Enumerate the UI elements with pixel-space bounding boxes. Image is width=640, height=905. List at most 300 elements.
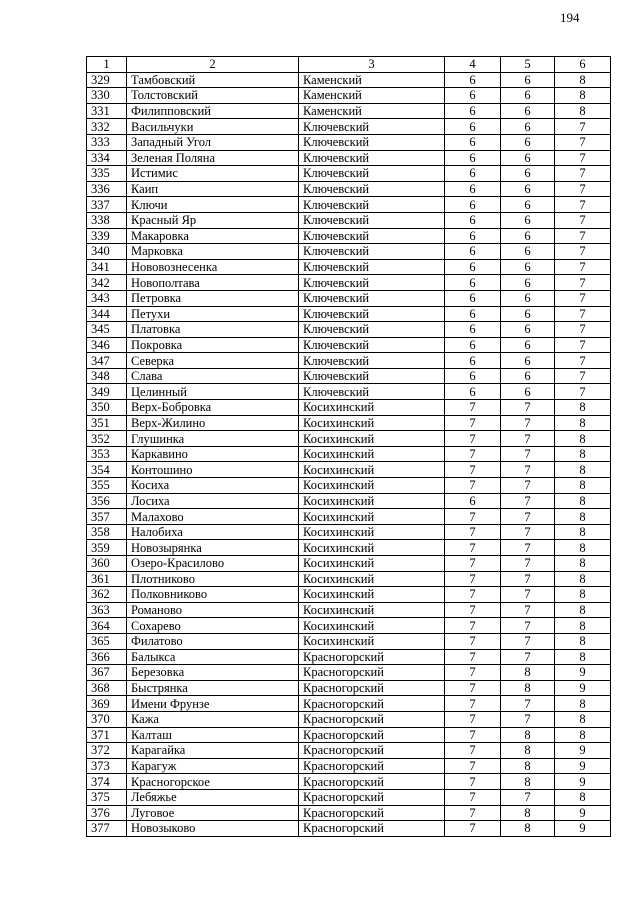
value-col5: 6 bbox=[501, 181, 555, 197]
value-col4: 6 bbox=[445, 353, 501, 369]
table-row bbox=[87, 134, 611, 150]
settlement-name: Покровка bbox=[127, 337, 299, 353]
row-number: 368 bbox=[87, 680, 127, 696]
district-name: Ключевский bbox=[299, 181, 445, 197]
row-number: 369 bbox=[87, 696, 127, 712]
table-row bbox=[87, 259, 611, 275]
table-row bbox=[87, 290, 611, 306]
row-number: 330 bbox=[87, 88, 127, 104]
row-number: 336 bbox=[87, 181, 127, 197]
settlement-name: Березовка bbox=[127, 665, 299, 681]
table-row bbox=[87, 821, 611, 837]
table-row bbox=[87, 415, 611, 431]
value-col5: 7 bbox=[501, 587, 555, 603]
value-col5: 7 bbox=[501, 618, 555, 634]
value-col6: 7 bbox=[555, 322, 611, 338]
value-col5: 7 bbox=[501, 478, 555, 494]
district-name: Красногорский bbox=[299, 696, 445, 712]
settlement-name: Карагайка bbox=[127, 743, 299, 759]
table-row bbox=[87, 212, 611, 228]
district-name: Ключевский bbox=[299, 306, 445, 322]
table-row bbox=[87, 244, 611, 260]
settlement-name: Северка bbox=[127, 353, 299, 369]
district-name: Косихинский bbox=[299, 587, 445, 603]
row-number: 363 bbox=[87, 602, 127, 618]
value-col4: 6 bbox=[445, 306, 501, 322]
settlement-name: Полковниково bbox=[127, 587, 299, 603]
page-number: 194 bbox=[560, 10, 580, 25]
table-row bbox=[87, 462, 611, 478]
value-col6: 7 bbox=[555, 244, 611, 260]
value-col4: 7 bbox=[445, 727, 501, 743]
row-number: 354 bbox=[87, 462, 127, 478]
column-header: 1 bbox=[87, 57, 127, 73]
value-col5: 7 bbox=[501, 431, 555, 447]
value-col6: 8 bbox=[555, 72, 611, 88]
value-col6: 8 bbox=[555, 88, 611, 104]
settlement-name: Петухи bbox=[127, 306, 299, 322]
value-col4: 7 bbox=[445, 680, 501, 696]
value-col4: 7 bbox=[445, 431, 501, 447]
value-col4: 7 bbox=[445, 540, 501, 556]
value-col5: 6 bbox=[501, 368, 555, 384]
value-col5: 7 bbox=[501, 524, 555, 540]
table-row bbox=[87, 649, 611, 665]
value-col5: 7 bbox=[501, 711, 555, 727]
settlement-name: Васильчуки bbox=[127, 119, 299, 135]
column-header: 6 bbox=[555, 57, 611, 73]
district-name: Косихинский bbox=[299, 431, 445, 447]
value-col4: 7 bbox=[445, 758, 501, 774]
value-col6: 7 bbox=[555, 197, 611, 213]
row-number: 366 bbox=[87, 649, 127, 665]
value-col6: 8 bbox=[555, 540, 611, 556]
column-header: 3 bbox=[299, 57, 445, 73]
value-col4: 7 bbox=[445, 711, 501, 727]
table-row bbox=[87, 774, 611, 790]
district-name: Косихинский bbox=[299, 524, 445, 540]
settlement-name: Романово bbox=[127, 602, 299, 618]
row-number: 370 bbox=[87, 711, 127, 727]
value-col5: 6 bbox=[501, 134, 555, 150]
value-col6: 7 bbox=[555, 181, 611, 197]
value-col5: 6 bbox=[501, 197, 555, 213]
district-name: Ключевский bbox=[299, 337, 445, 353]
table-row bbox=[87, 275, 611, 291]
value-col5: 7 bbox=[501, 571, 555, 587]
row-number: 364 bbox=[87, 618, 127, 634]
row-number: 371 bbox=[87, 727, 127, 743]
value-col5: 6 bbox=[501, 306, 555, 322]
district-name: Ключевский bbox=[299, 368, 445, 384]
value-col4: 6 bbox=[445, 88, 501, 104]
value-col5: 6 bbox=[501, 290, 555, 306]
district-name: Косихинский bbox=[299, 478, 445, 494]
value-col4: 6 bbox=[445, 166, 501, 182]
district-name: Красногорский bbox=[299, 711, 445, 727]
value-col6: 7 bbox=[555, 259, 611, 275]
settlement-name: Верх-Бобровка bbox=[127, 400, 299, 416]
row-number: 346 bbox=[87, 337, 127, 353]
value-col5: 7 bbox=[501, 540, 555, 556]
value-col4: 6 bbox=[445, 322, 501, 338]
table-body bbox=[87, 57, 611, 837]
row-number: 335 bbox=[87, 166, 127, 182]
settlement-name: Толстовский bbox=[127, 88, 299, 104]
district-name: Косихинский bbox=[299, 462, 445, 478]
value-col4: 7 bbox=[445, 587, 501, 603]
value-col4: 7 bbox=[445, 462, 501, 478]
table-row bbox=[87, 306, 611, 322]
value-col6: 8 bbox=[555, 696, 611, 712]
value-col4: 6 bbox=[445, 275, 501, 291]
value-col6: 8 bbox=[555, 415, 611, 431]
settlement-name: Имени Фрунзе bbox=[127, 696, 299, 712]
value-col6: 7 bbox=[555, 166, 611, 182]
settlement-name: Макаровка bbox=[127, 228, 299, 244]
row-number: 372 bbox=[87, 743, 127, 759]
value-col4: 7 bbox=[445, 602, 501, 618]
value-col4: 6 bbox=[445, 493, 501, 509]
value-col6: 7 bbox=[555, 353, 611, 369]
table-row bbox=[87, 431, 611, 447]
row-number: 362 bbox=[87, 587, 127, 603]
value-col4: 6 bbox=[445, 212, 501, 228]
table-row bbox=[87, 789, 611, 805]
value-col4: 7 bbox=[445, 821, 501, 837]
value-col6: 8 bbox=[555, 571, 611, 587]
value-col6: 7 bbox=[555, 384, 611, 400]
settlement-name: Каип bbox=[127, 181, 299, 197]
row-number: 349 bbox=[87, 384, 127, 400]
row-number: 365 bbox=[87, 633, 127, 649]
value-col6: 8 bbox=[555, 711, 611, 727]
value-col4: 7 bbox=[445, 743, 501, 759]
settlement-name: Новополтава bbox=[127, 275, 299, 291]
value-col6: 9 bbox=[555, 743, 611, 759]
district-name: Ключевский bbox=[299, 134, 445, 150]
table-row bbox=[87, 197, 611, 213]
value-col6: 8 bbox=[555, 493, 611, 509]
value-col5: 6 bbox=[501, 72, 555, 88]
settlement-name: Филипповский bbox=[127, 103, 299, 119]
district-name: Ключевский bbox=[299, 212, 445, 228]
row-number: 360 bbox=[87, 556, 127, 572]
table-row bbox=[87, 727, 611, 743]
row-number: 347 bbox=[87, 353, 127, 369]
table-row bbox=[87, 665, 611, 681]
table-row bbox=[87, 228, 611, 244]
value-col5: 7 bbox=[501, 789, 555, 805]
settlement-name: Каркавино bbox=[127, 446, 299, 462]
district-name: Каменский bbox=[299, 88, 445, 104]
row-number: 352 bbox=[87, 431, 127, 447]
value-col6: 9 bbox=[555, 665, 611, 681]
value-col6: 7 bbox=[555, 368, 611, 384]
value-col4: 7 bbox=[445, 509, 501, 525]
value-col5: 8 bbox=[501, 758, 555, 774]
table-row bbox=[87, 587, 611, 603]
district-name: Красногорский bbox=[299, 774, 445, 790]
district-name: Ключевский bbox=[299, 322, 445, 338]
value-col6: 8 bbox=[555, 587, 611, 603]
value-col5: 6 bbox=[501, 353, 555, 369]
settlement-name: Слава bbox=[127, 368, 299, 384]
table-row bbox=[87, 166, 611, 182]
row-number: 376 bbox=[87, 805, 127, 821]
settlement-name: Целинный bbox=[127, 384, 299, 400]
table-row bbox=[87, 103, 611, 119]
value-col5: 6 bbox=[501, 119, 555, 135]
settlement-name: Нововознесенка bbox=[127, 259, 299, 275]
district-name: Ключевский bbox=[299, 166, 445, 182]
table-row bbox=[87, 805, 611, 821]
value-col5: 6 bbox=[501, 259, 555, 275]
table-row bbox=[87, 322, 611, 338]
value-col6: 8 bbox=[555, 446, 611, 462]
settlement-name: Марковка bbox=[127, 244, 299, 260]
value-col5: 6 bbox=[501, 212, 555, 228]
value-col5: 7 bbox=[501, 696, 555, 712]
district-name: Каменский bbox=[299, 72, 445, 88]
value-col6: 8 bbox=[555, 462, 611, 478]
value-col6: 8 bbox=[555, 602, 611, 618]
district-name: Ключевский bbox=[299, 384, 445, 400]
row-number: 375 bbox=[87, 789, 127, 805]
row-number: 331 bbox=[87, 103, 127, 119]
value-col6: 9 bbox=[555, 680, 611, 696]
settlement-name: Истимис bbox=[127, 166, 299, 182]
table-row bbox=[87, 72, 611, 88]
value-col4: 6 bbox=[445, 103, 501, 119]
table-row bbox=[87, 540, 611, 556]
value-col6: 9 bbox=[555, 821, 611, 837]
value-col5: 8 bbox=[501, 727, 555, 743]
value-col6: 7 bbox=[555, 337, 611, 353]
value-col5: 6 bbox=[501, 244, 555, 260]
value-col5: 8 bbox=[501, 680, 555, 696]
settlement-name: Глушинка bbox=[127, 431, 299, 447]
settlement-name: Сохарево bbox=[127, 618, 299, 634]
settlement-name: Налобиха bbox=[127, 524, 299, 540]
settlement-name: Балыкса bbox=[127, 649, 299, 665]
settlement-name: Косиха bbox=[127, 478, 299, 494]
value-col4: 6 bbox=[445, 228, 501, 244]
row-number: 345 bbox=[87, 322, 127, 338]
value-col6: 7 bbox=[555, 275, 611, 291]
table-row bbox=[87, 758, 611, 774]
value-col5: 7 bbox=[501, 462, 555, 478]
district-name: Косихинский bbox=[299, 493, 445, 509]
row-number: 353 bbox=[87, 446, 127, 462]
row-number: 359 bbox=[87, 540, 127, 556]
table-row bbox=[87, 446, 611, 462]
settlement-name: Малахово bbox=[127, 509, 299, 525]
value-col6: 8 bbox=[555, 727, 611, 743]
value-col4: 6 bbox=[445, 368, 501, 384]
district-name: Ключевский bbox=[299, 119, 445, 135]
table-row bbox=[87, 633, 611, 649]
value-col6: 8 bbox=[555, 633, 611, 649]
value-col4: 6 bbox=[445, 134, 501, 150]
table-row bbox=[87, 368, 611, 384]
value-col4: 6 bbox=[445, 337, 501, 353]
settlement-name: Новозырянка bbox=[127, 540, 299, 556]
settlement-name: Луговое bbox=[127, 805, 299, 821]
settlement-name: Лосиха bbox=[127, 493, 299, 509]
value-col4: 7 bbox=[445, 556, 501, 572]
district-name: Ключевский bbox=[299, 228, 445, 244]
row-number: 341 bbox=[87, 259, 127, 275]
value-col6: 8 bbox=[555, 524, 611, 540]
value-col6: 7 bbox=[555, 290, 611, 306]
row-number: 338 bbox=[87, 212, 127, 228]
value-col5: 6 bbox=[501, 275, 555, 291]
settlement-name: Филатово bbox=[127, 633, 299, 649]
row-number: 373 bbox=[87, 758, 127, 774]
row-number: 344 bbox=[87, 306, 127, 322]
table-row bbox=[87, 150, 611, 166]
district-name: Ключевский bbox=[299, 244, 445, 260]
value-col5: 6 bbox=[501, 228, 555, 244]
value-col4: 7 bbox=[445, 400, 501, 416]
district-name: Косихинский bbox=[299, 446, 445, 462]
value-col5: 7 bbox=[501, 415, 555, 431]
settlement-name: Кажа bbox=[127, 711, 299, 727]
header-row bbox=[87, 57, 611, 73]
district-name: Ключевский bbox=[299, 150, 445, 166]
value-col4: 6 bbox=[445, 244, 501, 260]
value-col5: 8 bbox=[501, 821, 555, 837]
table-row bbox=[87, 743, 611, 759]
district-name: Косихинский bbox=[299, 415, 445, 431]
settlement-name: Новозыково bbox=[127, 821, 299, 837]
value-col6: 7 bbox=[555, 134, 611, 150]
district-name: Косихинский bbox=[299, 571, 445, 587]
table-row bbox=[87, 119, 611, 135]
value-col5: 8 bbox=[501, 665, 555, 681]
column-header: 5 bbox=[501, 57, 555, 73]
value-col5: 6 bbox=[501, 166, 555, 182]
settlement-name: Калташ bbox=[127, 727, 299, 743]
column-header: 2 bbox=[127, 57, 299, 73]
table-row bbox=[87, 337, 611, 353]
settlement-name: Зеленая Поляна bbox=[127, 150, 299, 166]
settlement-name: Ключи bbox=[127, 197, 299, 213]
value-col4: 7 bbox=[445, 571, 501, 587]
value-col4: 6 bbox=[445, 197, 501, 213]
row-number: 334 bbox=[87, 150, 127, 166]
table-row bbox=[87, 602, 611, 618]
value-col4: 7 bbox=[445, 478, 501, 494]
value-col4: 7 bbox=[445, 415, 501, 431]
value-col4: 6 bbox=[445, 150, 501, 166]
value-col6: 9 bbox=[555, 758, 611, 774]
value-col5: 8 bbox=[501, 743, 555, 759]
value-col6: 7 bbox=[555, 228, 611, 244]
value-col4: 7 bbox=[445, 665, 501, 681]
row-number: 374 bbox=[87, 774, 127, 790]
district-name: Красногорский bbox=[299, 649, 445, 665]
value-col4: 7 bbox=[445, 805, 501, 821]
value-col6: 8 bbox=[555, 618, 611, 634]
column-header: 4 bbox=[445, 57, 501, 73]
settlement-name: Платовка bbox=[127, 322, 299, 338]
value-col5: 7 bbox=[501, 556, 555, 572]
value-col6: 8 bbox=[555, 789, 611, 805]
settlement-name: Западный Угол bbox=[127, 134, 299, 150]
table-row bbox=[87, 400, 611, 416]
district-name: Красногорский bbox=[299, 758, 445, 774]
value-col5: 6 bbox=[501, 384, 555, 400]
value-col6: 8 bbox=[555, 556, 611, 572]
district-name: Ключевский bbox=[299, 353, 445, 369]
value-col5: 6 bbox=[501, 337, 555, 353]
district-name: Ключевский bbox=[299, 290, 445, 306]
district-name: Косихинский bbox=[299, 618, 445, 634]
row-number: 357 bbox=[87, 509, 127, 525]
row-number: 348 bbox=[87, 368, 127, 384]
district-name: Красногорский bbox=[299, 743, 445, 759]
table-row bbox=[87, 88, 611, 104]
value-col4: 6 bbox=[445, 290, 501, 306]
district-name: Красногорский bbox=[299, 789, 445, 805]
district-name: Косихинский bbox=[299, 633, 445, 649]
settlement-name: Красногорское bbox=[127, 774, 299, 790]
value-col4: 7 bbox=[445, 524, 501, 540]
district-name: Красногорский bbox=[299, 727, 445, 743]
table-row bbox=[87, 181, 611, 197]
district-name: Косихинский bbox=[299, 556, 445, 572]
table-row bbox=[87, 711, 611, 727]
value-col5: 8 bbox=[501, 774, 555, 790]
table-row bbox=[87, 493, 611, 509]
settlement-name: Озеро-Красилово bbox=[127, 556, 299, 572]
district-name: Красногорский bbox=[299, 821, 445, 837]
settlement-name: Контошино bbox=[127, 462, 299, 478]
settlement-name: Красный Яр bbox=[127, 212, 299, 228]
row-number: 361 bbox=[87, 571, 127, 587]
row-number: 367 bbox=[87, 665, 127, 681]
value-col5: 7 bbox=[501, 400, 555, 416]
value-col5: 6 bbox=[501, 103, 555, 119]
value-col6: 9 bbox=[555, 805, 611, 821]
value-col4: 7 bbox=[445, 618, 501, 634]
value-col5: 7 bbox=[501, 509, 555, 525]
row-number: 329 bbox=[87, 72, 127, 88]
value-col5: 7 bbox=[501, 649, 555, 665]
value-col6: 7 bbox=[555, 212, 611, 228]
district-name: Каменский bbox=[299, 103, 445, 119]
row-number: 343 bbox=[87, 290, 127, 306]
table-row bbox=[87, 571, 611, 587]
row-number: 355 bbox=[87, 478, 127, 494]
value-col6: 7 bbox=[555, 150, 611, 166]
settlement-name: Быстрянка bbox=[127, 680, 299, 696]
district-name: Ключевский bbox=[299, 259, 445, 275]
row-number: 351 bbox=[87, 415, 127, 431]
value-col5: 6 bbox=[501, 322, 555, 338]
value-col4: 7 bbox=[445, 649, 501, 665]
value-col5: 8 bbox=[501, 805, 555, 821]
table-row bbox=[87, 524, 611, 540]
value-col4: 7 bbox=[445, 774, 501, 790]
value-col5: 6 bbox=[501, 150, 555, 166]
value-col6: 8 bbox=[555, 103, 611, 119]
row-number: 339 bbox=[87, 228, 127, 244]
table-row bbox=[87, 509, 611, 525]
district-name: Ключевский bbox=[299, 197, 445, 213]
